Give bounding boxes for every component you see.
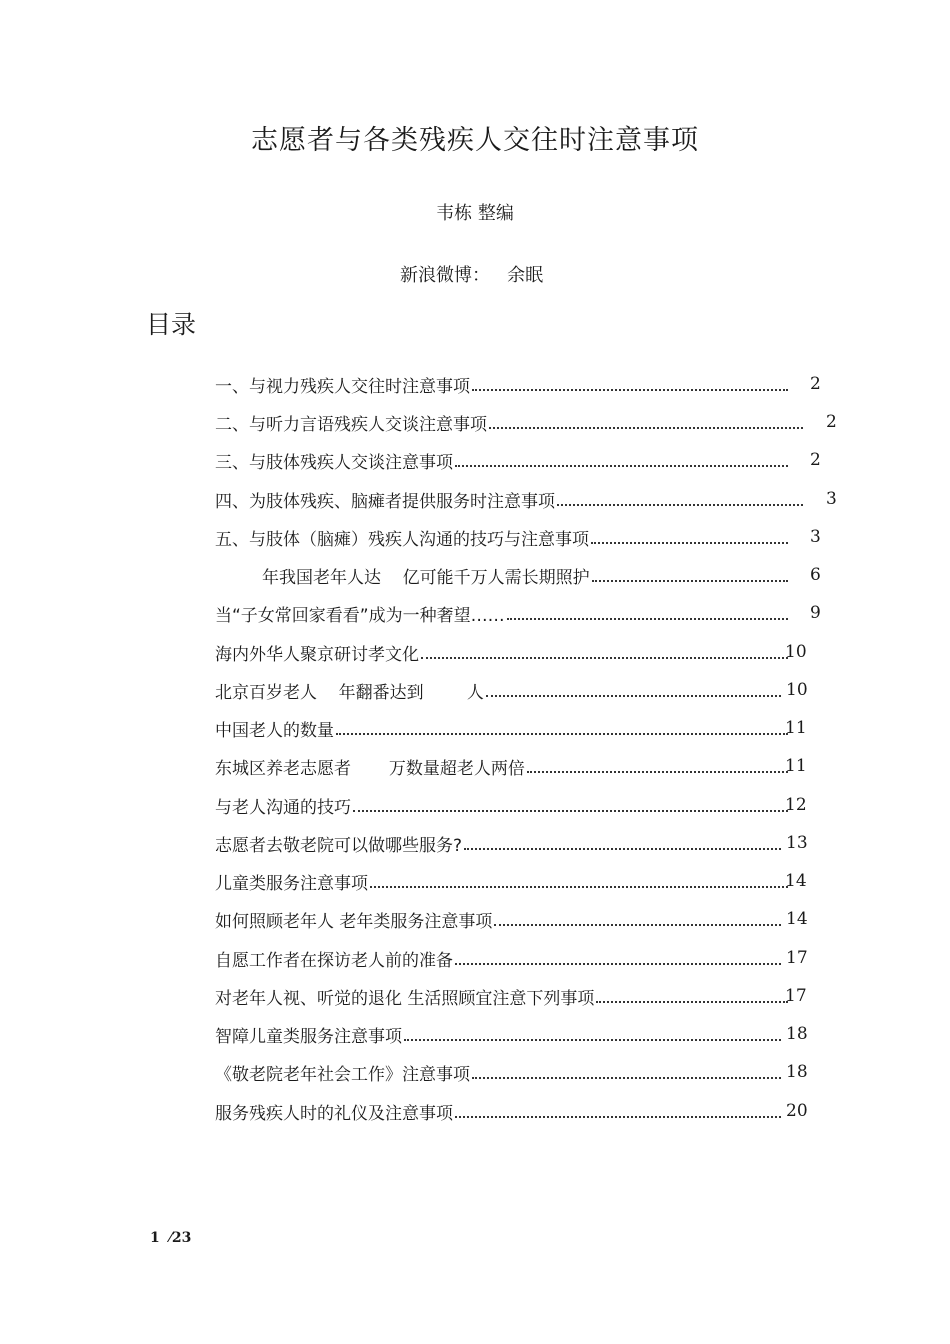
toc-entry-title: 如何照顾老年人 老年类服务注意事项 bbox=[215, 912, 493, 932]
toc-page-number: 10 bbox=[786, 680, 808, 700]
toc-entry[interactable] bbox=[215, 1061, 783, 1085]
toc-entry-title: 志愿者去敬老院可以做哪些服务? bbox=[215, 836, 463, 856]
toc-page-number: 3 bbox=[810, 527, 821, 547]
toc-entry[interactable] bbox=[215, 411, 805, 435]
toc-entry[interactable] bbox=[215, 717, 790, 741]
toc-page-number: 2 bbox=[826, 412, 837, 432]
toc-entry[interactable] bbox=[215, 641, 790, 665]
toc-page-number: 10 bbox=[785, 642, 807, 662]
toc-dot-leader bbox=[507, 618, 788, 620]
toc-page-number: 11 bbox=[785, 718, 807, 738]
toc-dot-leader bbox=[370, 886, 788, 888]
toc-entry[interactable] bbox=[215, 488, 805, 512]
toc-entry[interactable] bbox=[215, 679, 783, 703]
toc-dot-leader bbox=[527, 771, 788, 773]
toc-entry[interactable] bbox=[215, 602, 790, 626]
toc-entry-title: 自愿工作者在探访老人前的准备 bbox=[215, 951, 453, 971]
document-title: 志愿者与各类残疾人交往时注意事项 bbox=[251, 125, 699, 156]
toc-page-number: 2 bbox=[810, 374, 821, 394]
toc-dot-leader bbox=[596, 1001, 788, 1003]
page-footer: 1 ⁄23 bbox=[150, 1230, 192, 1246]
toc-entry-title: 智障儿童类服务注意事项 bbox=[215, 1027, 402, 1047]
toc-page-number: 17 bbox=[786, 948, 808, 968]
toc-page-number: 6 bbox=[810, 565, 821, 585]
toc-entry-title: 对老年人视、听觉的退化 生活照顾宜注意下列事项 bbox=[215, 989, 595, 1009]
toc-entry-title: 一、与视力残疾人交往时注意事项 bbox=[215, 377, 470, 397]
toc-dot-leader bbox=[486, 695, 781, 697]
toc-dot-leader bbox=[591, 542, 788, 544]
toc-dot-leader bbox=[404, 1039, 781, 1041]
toc-dot-leader bbox=[455, 1116, 781, 1118]
toc-entry-title: 服务残疾人时的礼仪及注意事项 bbox=[215, 1104, 453, 1124]
author-line: 韦栋 整编 bbox=[436, 203, 514, 224]
toc-entry[interactable] bbox=[215, 755, 790, 779]
toc-page-number: 12 bbox=[785, 795, 807, 815]
toc-page-number: 2 bbox=[810, 450, 821, 470]
toc-entry-title: 中国老人的数量 bbox=[215, 721, 334, 741]
toc-dot-leader bbox=[494, 924, 781, 926]
toc-page-number: 18 bbox=[786, 1024, 808, 1044]
toc-dot-leader bbox=[455, 465, 788, 467]
toc-entry[interactable] bbox=[215, 794, 790, 818]
toc-page-number: 14 bbox=[785, 871, 807, 891]
toc-entry-title: 五、与肢体（脑瘫）残疾人沟通的技巧与注意事项 bbox=[215, 530, 589, 550]
toc-entry-title: 年我国老年人达 亿可能千万人需长期照护 bbox=[262, 568, 590, 588]
toc-dot-leader bbox=[472, 1077, 781, 1079]
toc-entry-title: 北京百岁老人 年翻番达到 人 bbox=[215, 683, 484, 703]
toc-page-number: 20 bbox=[786, 1101, 808, 1121]
toc-entry-title: 当“子女常回家看看”成为一种奢望…… bbox=[215, 606, 505, 626]
toc-dot-leader bbox=[472, 389, 788, 391]
toc-entry[interactable] bbox=[215, 870, 790, 894]
toc-dot-leader bbox=[592, 580, 788, 582]
toc-entry-title: 四、为肢体残疾、脑瘫者提供服务时注意事项 bbox=[215, 492, 555, 512]
toc-entry[interactable] bbox=[215, 526, 790, 550]
toc-entry[interactable] bbox=[215, 985, 790, 1009]
toc-dot-leader bbox=[557, 504, 803, 506]
toc-dot-leader bbox=[336, 733, 788, 735]
toc-page-number: 17 bbox=[785, 986, 807, 1006]
toc-dot-leader bbox=[464, 848, 781, 850]
toc-entry-title: 东城区养老志愿者 万数量超老人两倍 bbox=[215, 759, 525, 779]
toc-entry[interactable] bbox=[215, 1100, 783, 1124]
toc-entry[interactable] bbox=[262, 564, 790, 588]
toc-dot-leader bbox=[421, 657, 788, 659]
toc-heading: 目录 bbox=[146, 310, 197, 339]
toc-entry[interactable] bbox=[215, 947, 783, 971]
toc-entry-title: 二、与听力言语残疾人交谈注意事项 bbox=[215, 415, 487, 435]
toc-entry-title: 三、与肢体残疾人交谈注意事项 bbox=[215, 453, 453, 473]
toc-page-number: 3 bbox=[826, 489, 837, 509]
toc-entry[interactable] bbox=[215, 373, 790, 397]
toc-entry-title: 儿童类服务注意事项 bbox=[215, 874, 368, 894]
toc-entry[interactable] bbox=[215, 1023, 783, 1047]
toc-entry[interactable] bbox=[215, 832, 783, 856]
toc-dot-leader bbox=[353, 810, 788, 812]
toc-entry[interactable] bbox=[215, 908, 783, 932]
toc-entry-title: 海内外华人聚京研讨孝文化 bbox=[215, 645, 419, 665]
toc-dot-leader bbox=[489, 427, 803, 429]
toc-page-number: 11 bbox=[785, 756, 807, 776]
weibo-line: 新浪微博： 余眠 bbox=[400, 265, 544, 286]
toc-entry-title: 《敬老院老年社会工作》注意事项 bbox=[215, 1065, 470, 1085]
toc-page-number: 13 bbox=[786, 833, 808, 853]
toc-page-number: 18 bbox=[786, 1062, 808, 1082]
toc-entry-title: 与老人沟通的技巧 bbox=[215, 798, 351, 818]
toc-entry[interactable] bbox=[215, 449, 790, 473]
toc-dot-leader bbox=[455, 963, 781, 965]
toc-page-number: 14 bbox=[786, 909, 808, 929]
toc-page-number: 9 bbox=[810, 603, 821, 623]
